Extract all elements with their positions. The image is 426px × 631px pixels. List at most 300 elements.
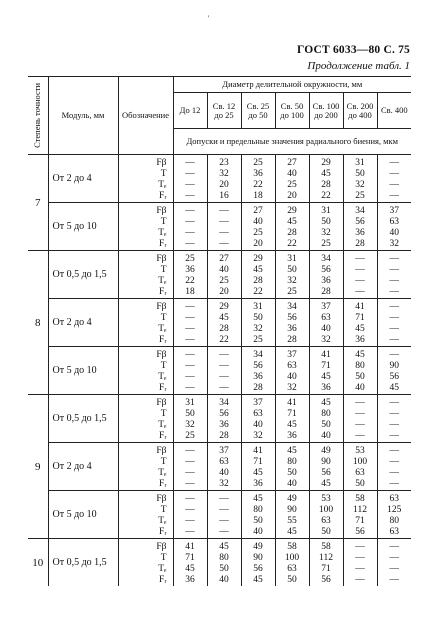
tolerance-value: 53 — [309, 494, 343, 505]
tolerance-table — [28, 76, 411, 586]
tolerance-value: 56 — [309, 468, 343, 479]
tolerance-value: 25 — [343, 191, 377, 203]
tolerance-value: 50 — [173, 409, 207, 420]
tolerance-value: 25 — [241, 335, 275, 347]
tolerance-symbol: Fᵣ — [118, 191, 173, 203]
tolerance-value: 28 — [241, 383, 275, 395]
tolerance-value: 71 — [309, 564, 343, 575]
tolerance-symbol: Tₑ — [118, 516, 173, 527]
tolerance-value: 40 — [207, 265, 241, 276]
tolerance-value: 34 — [207, 398, 241, 409]
tolerance-symbol: T — [118, 265, 173, 276]
tolerance-caption-label: Допуски и предельные значения радиального биения, мкм — [186, 136, 399, 147]
tolerance-value: 56 — [309, 265, 343, 276]
tolerance-value: — — [389, 265, 400, 275]
tolerance-value: — — [389, 553, 400, 563]
tolerance-value: 53 — [343, 446, 377, 457]
tolerance-value: — — [207, 350, 241, 361]
tolerance-value: 28 — [207, 431, 241, 443]
tolerance-value: 63 — [309, 516, 343, 527]
tolerance-value: 34 — [343, 206, 377, 217]
tolerance-value: 56 — [207, 409, 241, 420]
tolerance-symbol: T — [118, 553, 173, 564]
tolerance-value: 45 — [275, 527, 309, 539]
tolerance-value: — — [207, 527, 241, 539]
tolerance-value: 45 — [241, 494, 275, 505]
tolerance-value: 56 — [389, 372, 400, 382]
tolerance-value: 40 — [309, 431, 343, 443]
tolerance-value: 25 — [309, 239, 343, 251]
tolerance-value: — — [173, 494, 207, 505]
tolerance-symbol: Tₑ — [118, 324, 173, 335]
tolerance-value: — — [207, 361, 241, 372]
header-diameter — [173, 77, 411, 93]
tolerance-value: 90 — [389, 361, 400, 371]
tolerance-symbol: Fᵣ — [118, 527, 173, 539]
tolerance-value: — — [377, 431, 411, 443]
header-diameter-range: Св. 400 — [377, 93, 411, 129]
tolerance-value: 36 — [173, 265, 207, 276]
tolerance-value: 20 — [241, 239, 275, 251]
tolerance-value: — — [173, 383, 207, 395]
tolerance-value: 56 — [275, 313, 309, 324]
tolerance-value: 80 — [207, 553, 241, 564]
tolerance-symbol: Tₑ — [118, 468, 173, 479]
tolerance-value: 32 — [207, 479, 241, 491]
tolerance-value: — — [207, 494, 241, 505]
tolerance-value: — — [173, 228, 207, 239]
tolerance-value: 125 — [387, 505, 402, 515]
tolerance-value: 28 — [241, 276, 275, 287]
tolerance-value: — — [389, 542, 400, 552]
tolerance-value: — — [343, 542, 377, 553]
tolerance-value: — — [173, 505, 207, 516]
tolerance-value: 45 — [173, 564, 207, 575]
tolerance-symbol: Fᵣ — [118, 479, 173, 491]
tolerance-value: 36 — [173, 575, 207, 586]
tolerance-value: 29 — [309, 158, 343, 169]
header-diameter-range: До 12 — [173, 93, 207, 129]
tolerance-value: 37 — [241, 398, 275, 409]
tolerance-value: 36 — [241, 479, 275, 491]
tolerance-value: 37 — [309, 302, 343, 313]
tolerance-symbol: Fβ — [118, 446, 173, 457]
tolerance-value: 50 — [309, 420, 343, 431]
tolerance-value: 20 — [207, 287, 241, 299]
tolerance-value: 22 — [207, 335, 241, 347]
tolerance-symbol: Fβ — [118, 158, 173, 169]
header-grade-label: Степень точности — [32, 83, 43, 148]
tolerance-value: — — [377, 191, 411, 203]
tolerance-value: 32 — [207, 169, 241, 180]
tolerance-value: — — [173, 335, 207, 347]
tolerance-value: — — [343, 287, 377, 299]
tolerance-value: — — [343, 431, 377, 443]
tolerance-value: 28 — [343, 239, 377, 251]
tolerance-value: 80 — [241, 505, 275, 516]
tolerance-value: 45 — [275, 446, 309, 457]
tolerance-value: 32 — [377, 239, 411, 251]
header-diameter-range: Св. 50 до 100 — [275, 93, 309, 129]
tolerance-value: 100 — [343, 457, 377, 468]
tolerance-value: 56 — [241, 564, 275, 575]
module-range: От 5 до 10 — [48, 203, 118, 251]
tolerance-value: 45 — [241, 265, 275, 276]
tolerance-value: — — [207, 516, 241, 527]
module-range: От 2 до 4 — [48, 443, 118, 491]
tolerance-value: 27 — [241, 206, 275, 217]
tolerance-value: 37 — [207, 446, 241, 457]
tolerance-value: 31 — [241, 302, 275, 313]
tolerance-value: — — [173, 191, 207, 203]
tolerance-value: — — [207, 505, 241, 516]
tolerance-value: 56 — [343, 527, 377, 539]
tolerance-value: 58 — [309, 542, 343, 553]
tolerance-value: 50 — [343, 479, 377, 491]
header-diameter-range: Св. 200 до 400 — [343, 93, 377, 129]
tolerance-value: — — [389, 409, 400, 419]
header-diameter-range: Св. 100 до 200 — [309, 93, 343, 129]
tolerance-value: — — [173, 361, 207, 372]
tolerance-value: 71 — [173, 553, 207, 564]
header-diameter-range: Св. 25 до 50 — [241, 93, 275, 129]
tolerance-value: 36 — [309, 383, 343, 395]
tolerance-value: — — [173, 350, 207, 361]
tolerance-value: 31 — [173, 398, 207, 409]
tolerance-value: 41 — [275, 398, 309, 409]
tolerance-value: 29 — [275, 206, 309, 217]
tolerance-value: 50 — [343, 169, 377, 180]
tolerance-value: 40 — [207, 575, 241, 586]
tolerance-value: 50 — [275, 575, 309, 586]
tolerance-value: 25 — [207, 276, 241, 287]
tolerance-value: — — [173, 527, 207, 539]
tolerance-value: 25 — [275, 180, 309, 191]
accuracy-grade: 8 — [28, 251, 48, 395]
tolerance-value: 29 — [207, 302, 241, 313]
tolerance-value: 40 — [343, 383, 377, 395]
tolerance-symbol: T — [118, 361, 173, 372]
tolerance-value: 32 — [173, 420, 207, 431]
tolerance-value: 63 — [309, 313, 343, 324]
tolerance-value: 58 — [343, 494, 377, 505]
tolerance-value: — — [389, 276, 400, 286]
tolerance-value: 63 — [207, 457, 241, 468]
tolerance-value: 45 — [309, 169, 343, 180]
header-tolerance-caption — [173, 129, 411, 155]
tolerance-value: 45 — [343, 324, 377, 335]
tolerance-value: 22 — [173, 276, 207, 287]
tolerance-value: 90 — [309, 457, 343, 468]
tolerance-value: — — [389, 564, 400, 574]
tolerance-value: 45 — [207, 542, 241, 553]
stray-mark: ' — [208, 14, 210, 23]
tolerance-value: 32 — [275, 383, 309, 395]
tolerance-symbol: Fᵣ — [118, 287, 173, 299]
tolerance-value: — — [389, 158, 400, 168]
tolerance-value: 45 — [377, 383, 411, 395]
tolerance-value: 20 — [275, 191, 309, 203]
tolerance-value: 36 — [207, 420, 241, 431]
table-header — [28, 77, 411, 155]
tolerance-value: — — [207, 383, 241, 395]
header-module — [48, 77, 118, 155]
tolerance-value: 63 — [389, 494, 400, 504]
tolerance-value: 40 — [241, 527, 275, 539]
tolerance-value: 32 — [343, 180, 377, 191]
tolerance-value: 50 — [343, 372, 377, 383]
tolerance-value: 80 — [275, 457, 309, 468]
tolerance-value: 28 — [275, 228, 309, 239]
tolerance-symbol: Fβ — [118, 398, 173, 409]
tolerance-value: 29 — [241, 254, 275, 265]
tolerance-value: 25 — [241, 158, 275, 169]
tolerance-symbol: T — [118, 409, 173, 420]
tolerance-value: — — [343, 254, 377, 265]
header-module-label: Модуль, мм — [61, 110, 105, 121]
tolerance-value: 50 — [207, 564, 241, 575]
tolerance-value: — — [377, 287, 411, 299]
table-continuation-caption: Продолжение табл. 1 — [307, 60, 410, 72]
tolerance-value: 28 — [309, 180, 343, 191]
tolerance-value: 34 — [309, 254, 343, 265]
tolerance-value: 80 — [309, 409, 343, 420]
tolerance-value: — — [173, 217, 207, 228]
tolerance-symbol: Tₑ — [118, 564, 173, 575]
tolerance-value: — — [173, 313, 207, 324]
tolerance-value: — — [173, 468, 207, 479]
tolerance-value: 112 — [343, 505, 377, 516]
tolerance-symbol: Fβ — [118, 206, 173, 217]
tolerance-symbol: Fβ — [118, 542, 173, 553]
tolerance-value: — — [389, 457, 400, 467]
tolerance-value: — — [207, 206, 241, 217]
tolerance-symbol: Fβ — [118, 302, 173, 313]
tolerance-value: 25 — [275, 287, 309, 299]
module-range: От 0,5 до 1,5 — [48, 395, 118, 443]
tolerance-value: 36 — [275, 324, 309, 335]
tolerance-value: 40 — [275, 479, 309, 491]
tolerance-value: 36 — [241, 169, 275, 180]
tolerance-value: — — [173, 372, 207, 383]
tolerance-value: — — [173, 239, 207, 251]
module-range: От 5 до 10 — [48, 491, 118, 539]
tolerance-value: — — [389, 302, 400, 312]
tolerance-value: 32 — [241, 431, 275, 443]
tolerance-symbol: T — [118, 313, 173, 324]
tolerance-value: 28 — [207, 324, 241, 335]
tolerance-value: — — [389, 180, 400, 190]
tolerance-value: 49 — [309, 446, 343, 457]
tolerance-value: 34 — [241, 350, 275, 361]
tolerance-symbol: T — [118, 457, 173, 468]
tolerance-value: 90 — [275, 505, 309, 516]
tolerance-symbol: Tₑ — [118, 372, 173, 383]
tolerance-value: 56 — [309, 575, 343, 586]
tolerance-value: 45 — [343, 350, 377, 361]
tolerance-value: 45 — [241, 575, 275, 586]
tolerance-value: 40 — [275, 169, 309, 180]
tolerance-value: — — [389, 420, 400, 430]
tolerance-value: — — [173, 446, 207, 457]
tolerance-value: 27 — [207, 254, 241, 265]
tolerance-value: 28 — [309, 287, 343, 299]
tolerance-value: 22 — [241, 287, 275, 299]
tolerance-value: 25 — [173, 431, 207, 443]
tolerance-value: — — [207, 217, 241, 228]
tolerance-symbol: T — [118, 217, 173, 228]
tolerance-value: 49 — [275, 494, 309, 505]
tolerance-symbol: Fβ — [118, 350, 173, 361]
tolerance-value: 20 — [207, 180, 241, 191]
tolerance-value: 50 — [275, 265, 309, 276]
tolerance-value: 90 — [241, 553, 275, 564]
tolerance-value: 63 — [377, 527, 411, 539]
tolerance-symbol: Tₑ — [118, 180, 173, 191]
tolerance-value: 56 — [343, 217, 377, 228]
tolerance-value: — — [343, 276, 377, 287]
tolerance-value: 45 — [275, 217, 309, 228]
tolerance-value: 80 — [343, 361, 377, 372]
header-symbol — [118, 77, 173, 155]
accuracy-grade: 7 — [28, 155, 48, 251]
tolerance-value: — — [173, 479, 207, 491]
tolerance-value: 32 — [309, 335, 343, 347]
tolerance-value: — — [173, 324, 207, 335]
tolerance-value: 37 — [389, 206, 400, 216]
tolerance-symbol: T — [118, 505, 173, 516]
tolerance-value: — — [389, 575, 400, 585]
tolerance-value: 45 — [275, 420, 309, 431]
tolerance-value: 50 — [241, 516, 275, 527]
header-diameter-label: Диаметр делительной окружности, мм — [222, 79, 363, 90]
tolerance-value: 100 — [309, 505, 343, 516]
header-diameter-range: Св. 12 до 25 — [207, 93, 241, 129]
tolerance-symbol: T — [118, 169, 173, 180]
tolerance-value: — — [389, 313, 400, 323]
tolerance-value: 100 — [275, 553, 309, 564]
tolerance-value: 50 — [309, 217, 343, 228]
tolerance-value: 80 — [389, 516, 400, 526]
tolerance-value: 16 — [207, 191, 241, 203]
tolerance-value: — — [173, 169, 207, 180]
tolerance-value: — — [343, 553, 377, 564]
tolerance-value: 36 — [241, 372, 275, 383]
tolerance-value: 25 — [173, 254, 207, 265]
tolerance-value: — — [377, 335, 411, 347]
tolerance-value: — — [389, 446, 400, 456]
tolerance-symbol: Tₑ — [118, 228, 173, 239]
tolerance-value: — — [389, 324, 400, 334]
tolerance-value: — — [343, 420, 377, 431]
tolerance-symbol: Tₑ — [118, 276, 173, 287]
tolerance-symbol: Fᵣ — [118, 335, 173, 347]
tolerance-value: — — [343, 564, 377, 575]
tolerance-value: 71 — [241, 457, 275, 468]
tolerance-value: 45 — [241, 468, 275, 479]
tolerance-value: 34 — [275, 302, 309, 313]
tolerance-value: 41 — [173, 542, 207, 553]
tolerance-value: 58 — [275, 542, 309, 553]
tolerance-symbol: Fβ — [118, 254, 173, 265]
tolerance-value: 71 — [275, 409, 309, 420]
tolerance-value: — — [389, 350, 400, 360]
module-range: От 2 до 4 — [48, 299, 118, 347]
tolerance-value: — — [343, 575, 377, 586]
module-range: От 5 до 10 — [48, 347, 118, 395]
tolerance-value: 31 — [309, 206, 343, 217]
tolerance-value: 41 — [309, 350, 343, 361]
tolerance-value: — — [389, 398, 400, 408]
tolerance-symbol: Tₑ — [118, 420, 173, 431]
tolerance-value: 36 — [343, 228, 377, 239]
tolerance-value: 40 — [275, 372, 309, 383]
tolerance-value: — — [343, 398, 377, 409]
table-body — [28, 155, 411, 587]
tolerance-value: 32 — [309, 228, 343, 239]
tolerance-value: 36 — [343, 335, 377, 347]
tolerance-value: 45 — [309, 479, 343, 491]
tolerance-value: 40 — [309, 324, 343, 335]
tolerance-symbol: Fᵣ — [118, 575, 173, 586]
tolerance-value: — — [173, 206, 207, 217]
tolerance-value: 31 — [343, 158, 377, 169]
tolerance-value: — — [377, 479, 411, 491]
tolerance-value: 40 — [241, 420, 275, 431]
tolerance-value: 37 — [275, 350, 309, 361]
tolerance-value: — — [389, 169, 400, 179]
tolerance-value: 71 — [309, 361, 343, 372]
tolerance-value: 22 — [275, 239, 309, 251]
tolerance-value: 55 — [275, 516, 309, 527]
tolerance-value: 36 — [275, 431, 309, 443]
tolerance-value: — — [207, 228, 241, 239]
tolerance-value: 32 — [241, 324, 275, 335]
tolerance-value: 18 — [241, 191, 275, 203]
module-range: От 0,5 до 1,5 — [48, 539, 118, 587]
tolerance-symbol: Fᵣ — [118, 239, 173, 251]
accuracy-grade: 10 — [28, 539, 48, 587]
tolerance-value: 40 — [241, 217, 275, 228]
tolerance-value: 63 — [389, 217, 400, 227]
tolerance-value: 25 — [241, 228, 275, 239]
tolerance-value: 32 — [275, 276, 309, 287]
tolerance-value: 71 — [343, 516, 377, 527]
tolerance-value: 56 — [241, 361, 275, 372]
tolerance-value: 40 — [389, 228, 400, 238]
tolerance-value: 41 — [241, 446, 275, 457]
tolerance-value: 41 — [343, 302, 377, 313]
tolerance-value: 112 — [309, 553, 343, 564]
tolerance-value: 45 — [207, 313, 241, 324]
tolerance-value: 18 — [173, 287, 207, 299]
module-range: От 0,5 до 1,5 — [48, 251, 118, 299]
tolerance-value: 28 — [275, 335, 309, 347]
tolerance-value: 22 — [241, 180, 275, 191]
tolerance-value: 45 — [309, 372, 343, 383]
tolerance-value: 49 — [241, 542, 275, 553]
tolerance-value: 63 — [275, 361, 309, 372]
tolerance-symbol: Fᵣ — [118, 431, 173, 443]
tolerance-symbol: Fᵣ — [118, 383, 173, 395]
tolerance-value: — — [343, 409, 377, 420]
tolerance-value: 40 — [207, 468, 241, 479]
tolerance-value: — — [173, 302, 207, 313]
header-grade — [28, 77, 48, 155]
accuracy-grade: 9 — [28, 395, 48, 539]
tolerance-value: 63 — [241, 409, 275, 420]
tolerance-value: 50 — [241, 313, 275, 324]
